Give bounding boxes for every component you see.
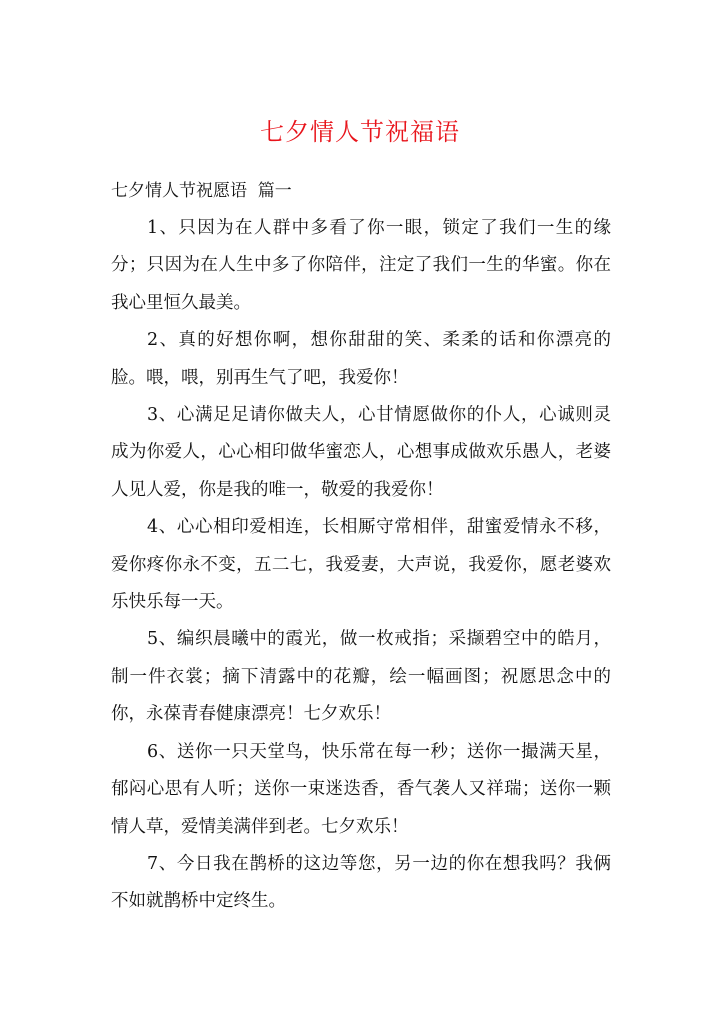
section-heading: 七夕情人节祝愿语 篇一 bbox=[111, 181, 292, 201]
paragraph-5: 5、编织晨曦中的霞光，做一枚戒指；采撷碧空中的皓月，制一件衣裳；摘下清露中的花瓣，绘一幅画图；祝愿思念中的你，永葆青春健康漂亮！七夕欢乐！ bbox=[111, 629, 611, 725]
paragraph-1: 1、只因为在人群中多看了你一眼，锁定了我们一生的缘分；只因为在人生中多了你陪伴，注定了我们一生的华蜜。你在我心里恒久最美。 bbox=[111, 218, 611, 313]
paragraph-3: 3、心满足足请你做夫人，心甘情愿做你的仆人，心诚则灵成为你爱人，心心相印做华蜜恋人，心想事成做欢乐愚人，老婆人见人爱，你是我的唯一，敬爱的我爱你！ bbox=[111, 405, 611, 500]
paragraph-6: 6、送你一只天堂鸟，快乐常在每一秒；送你一撮满天星，郁闷心思有人听；送你一束迷迭香，香气袭人又祥瑞；送你一颗情人草，爱情美满伴到老。七夕欢乐！ bbox=[111, 741, 611, 837]
paragraph-2: 2、真的好想你啊，想你甜甜的笑、柔柔的话和你漂亮的脸。喂，喂，别再生气了吧，我爱你！ bbox=[111, 330, 611, 388]
paragraph-7: 7、今日我在鹊桥的这边等您，另一边的你在想我吗？我俩不如就鹊桥中定终生。 bbox=[111, 853, 611, 912]
document-body bbox=[111, 210, 611, 921]
page-title: 七夕情人节祝福语 bbox=[260, 118, 460, 146]
paragraph-4: 4、心心相印爱相连，长相厮守常相伴，甜蜜爱情永不移，爱你疼你永不变，五二七，我爱妻，大声说，我爱你，愿老婆欢乐快乐每一天。 bbox=[111, 517, 611, 613]
